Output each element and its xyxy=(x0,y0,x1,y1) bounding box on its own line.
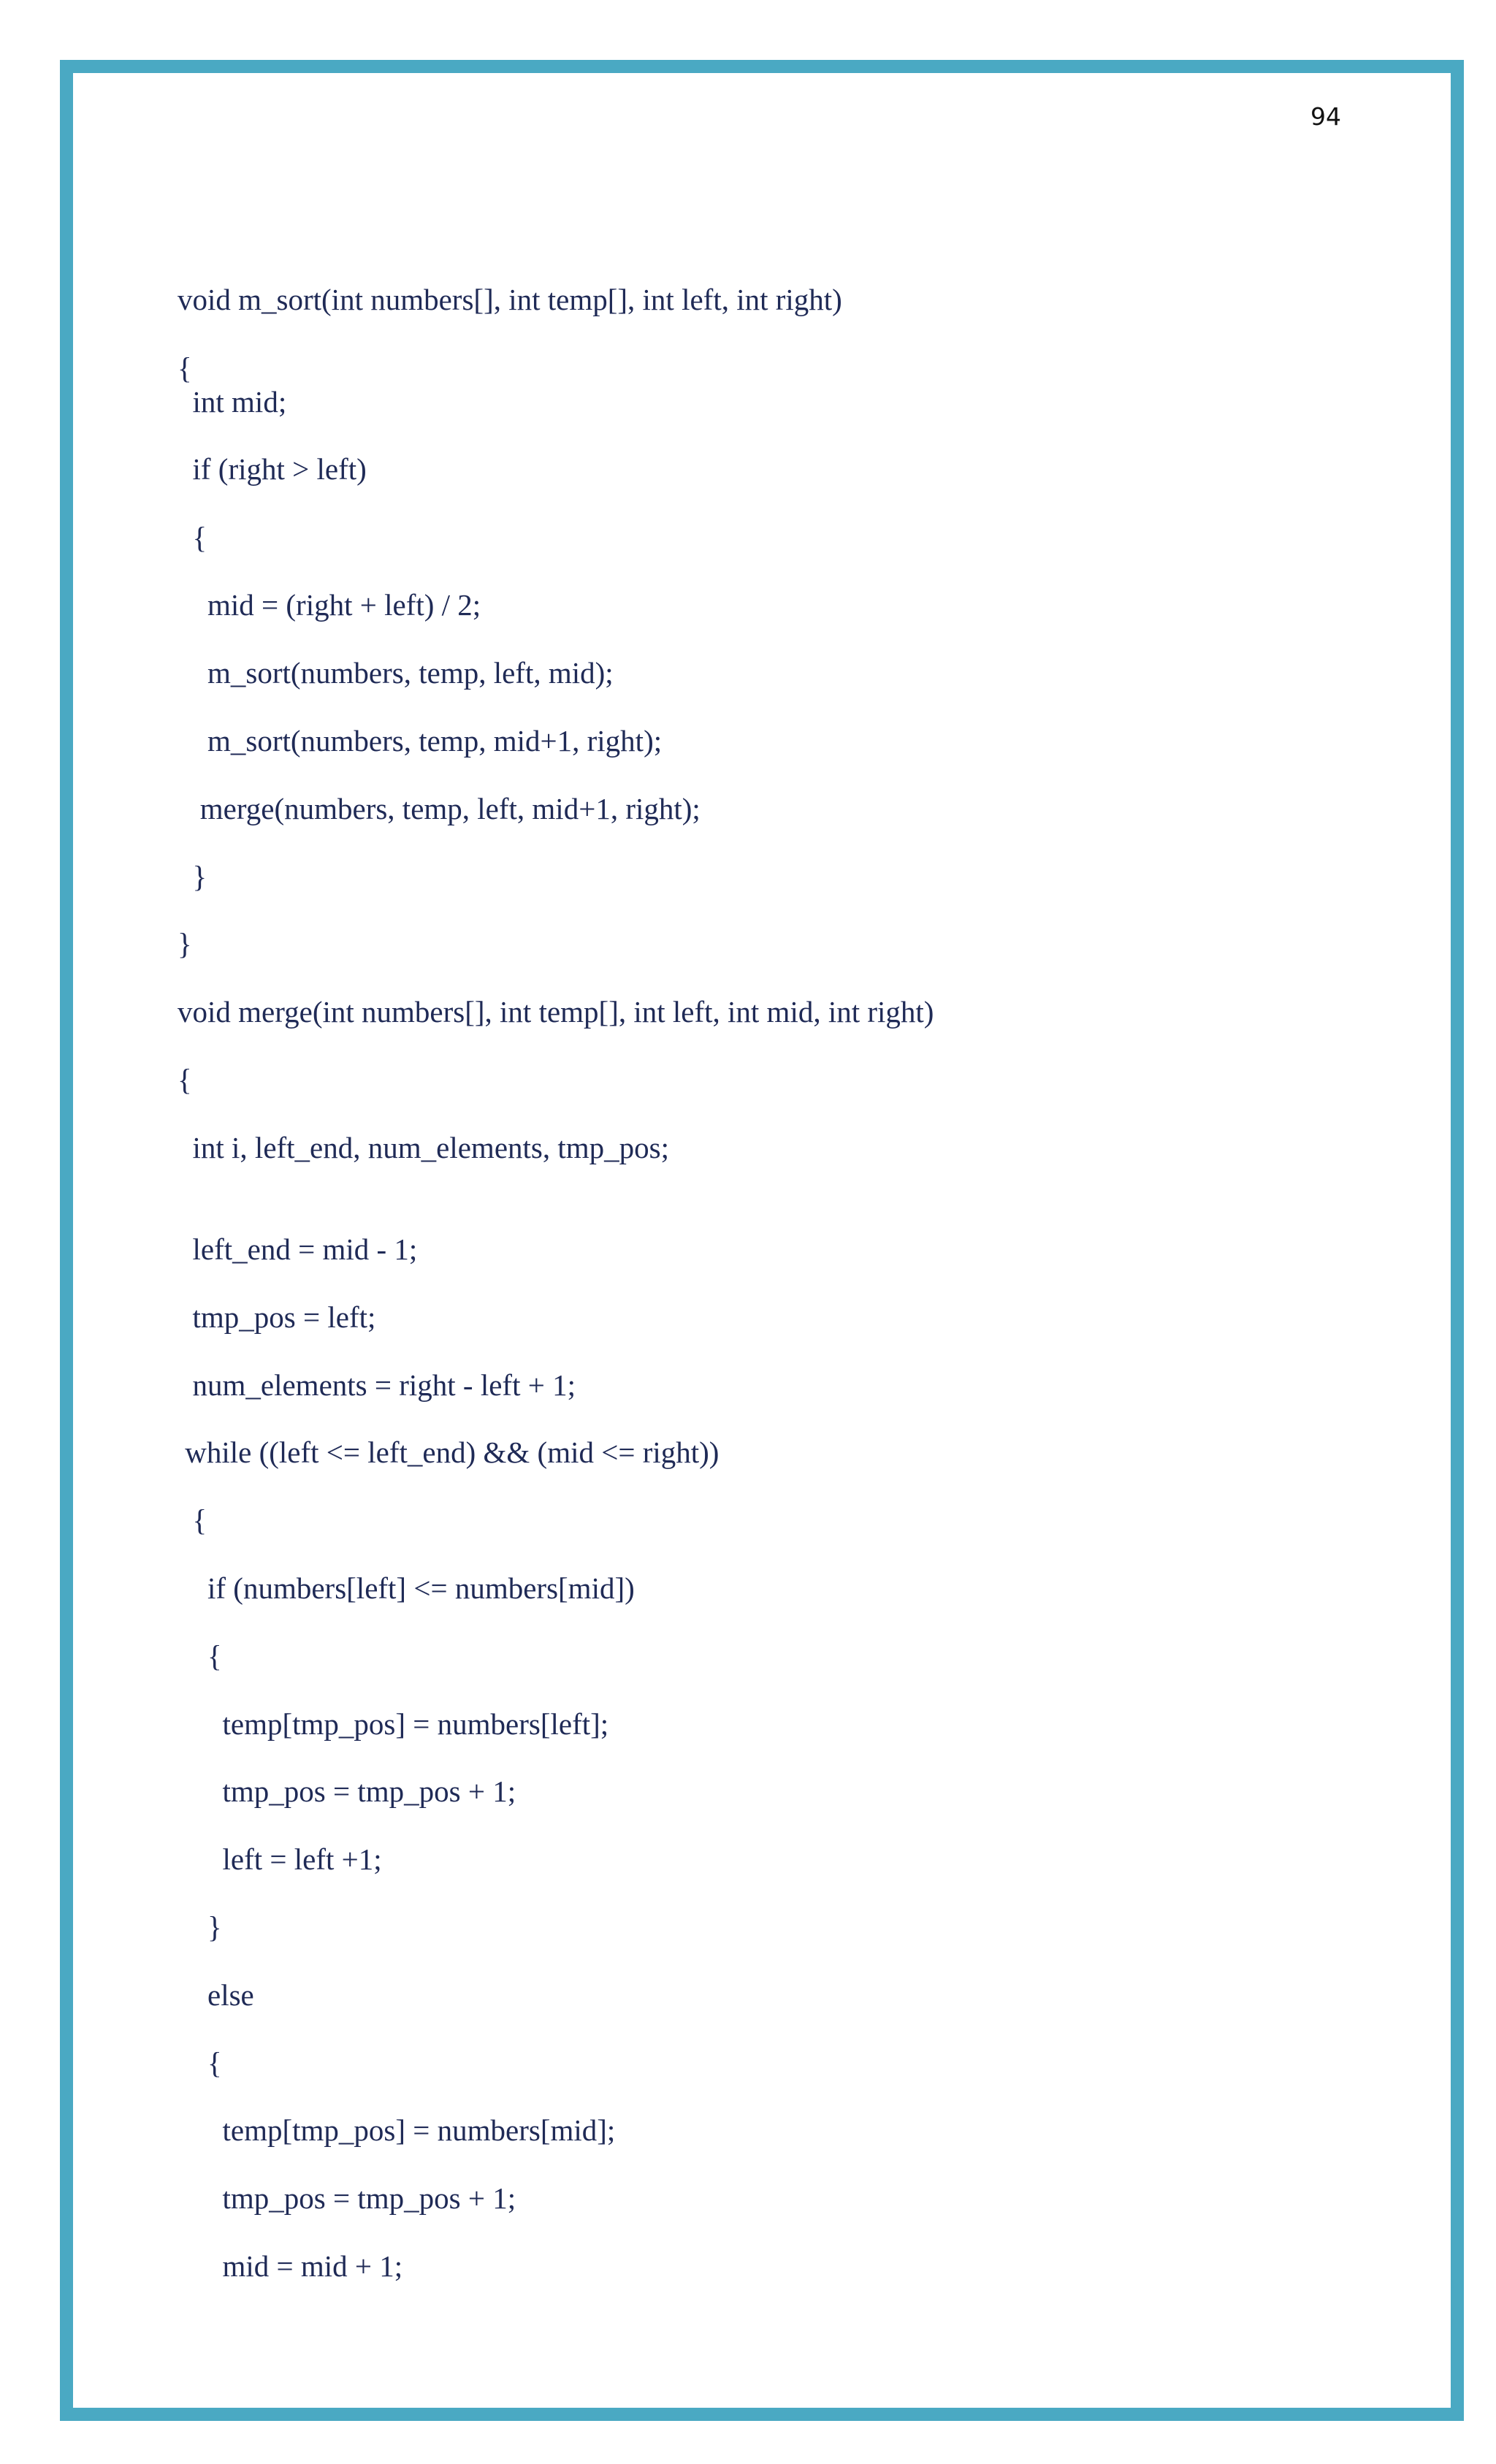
code-line: while ((left <= left_end) && (mid <= right)) xyxy=(178,1435,720,1469)
code-line: temp[tmp_pos] = numbers[left]; xyxy=(178,1707,609,1741)
code-line: merge(numbers, temp, left, mid+1, right); xyxy=(178,792,701,825)
code-line: { xyxy=(178,1639,222,1673)
code-line: } xyxy=(178,927,192,961)
code-line: m_sort(numbers, temp, left, mid); xyxy=(178,656,614,690)
code-line: temp[tmp_pos] = numbers[mid]; xyxy=(178,2113,616,2147)
code-line: tmp_pos = tmp_pos + 1; xyxy=(178,1774,516,1808)
code-line: else xyxy=(178,1978,254,2012)
code-line: tmp_pos = tmp_pos + 1; xyxy=(178,2181,516,2215)
code-line: void merge(int numbers[], int temp[], int left, int mid, int right) xyxy=(178,995,934,1029)
code-line: { xyxy=(178,1503,207,1537)
code-line: int mid; xyxy=(178,385,287,419)
code-block xyxy=(73,73,1451,2408)
code-line: num_elements = right - left + 1; xyxy=(178,1368,576,1402)
code-line: { xyxy=(178,1063,192,1096)
code-line: left = left +1; xyxy=(178,1842,382,1876)
page-frame xyxy=(60,60,1464,2421)
code-line: int i, left_end, num_elements, tmp_pos; xyxy=(178,1131,669,1164)
code-line: } xyxy=(178,1910,222,1944)
code-line: { xyxy=(178,2046,222,2080)
code-line: mid = (right + left) / 2; xyxy=(178,588,481,622)
code-line: } xyxy=(178,860,207,893)
code-line: { xyxy=(178,351,192,385)
page-number: 94 xyxy=(1310,102,1341,131)
code-line: left_end = mid - 1; xyxy=(178,1232,418,1266)
code-line: void m_sort(int numbers[], int temp[], int left, int right) xyxy=(178,283,842,316)
code-line: if (numbers[left] <= numbers[mid]) xyxy=(178,1571,635,1605)
code-line: { xyxy=(178,521,207,554)
code-line: mid = mid + 1; xyxy=(178,2249,403,2283)
code-line: tmp_pos = left; xyxy=(178,1300,376,1334)
code-line: if (right > left) xyxy=(178,452,367,486)
code-line: m_sort(numbers, temp, mid+1, right); xyxy=(178,724,663,758)
